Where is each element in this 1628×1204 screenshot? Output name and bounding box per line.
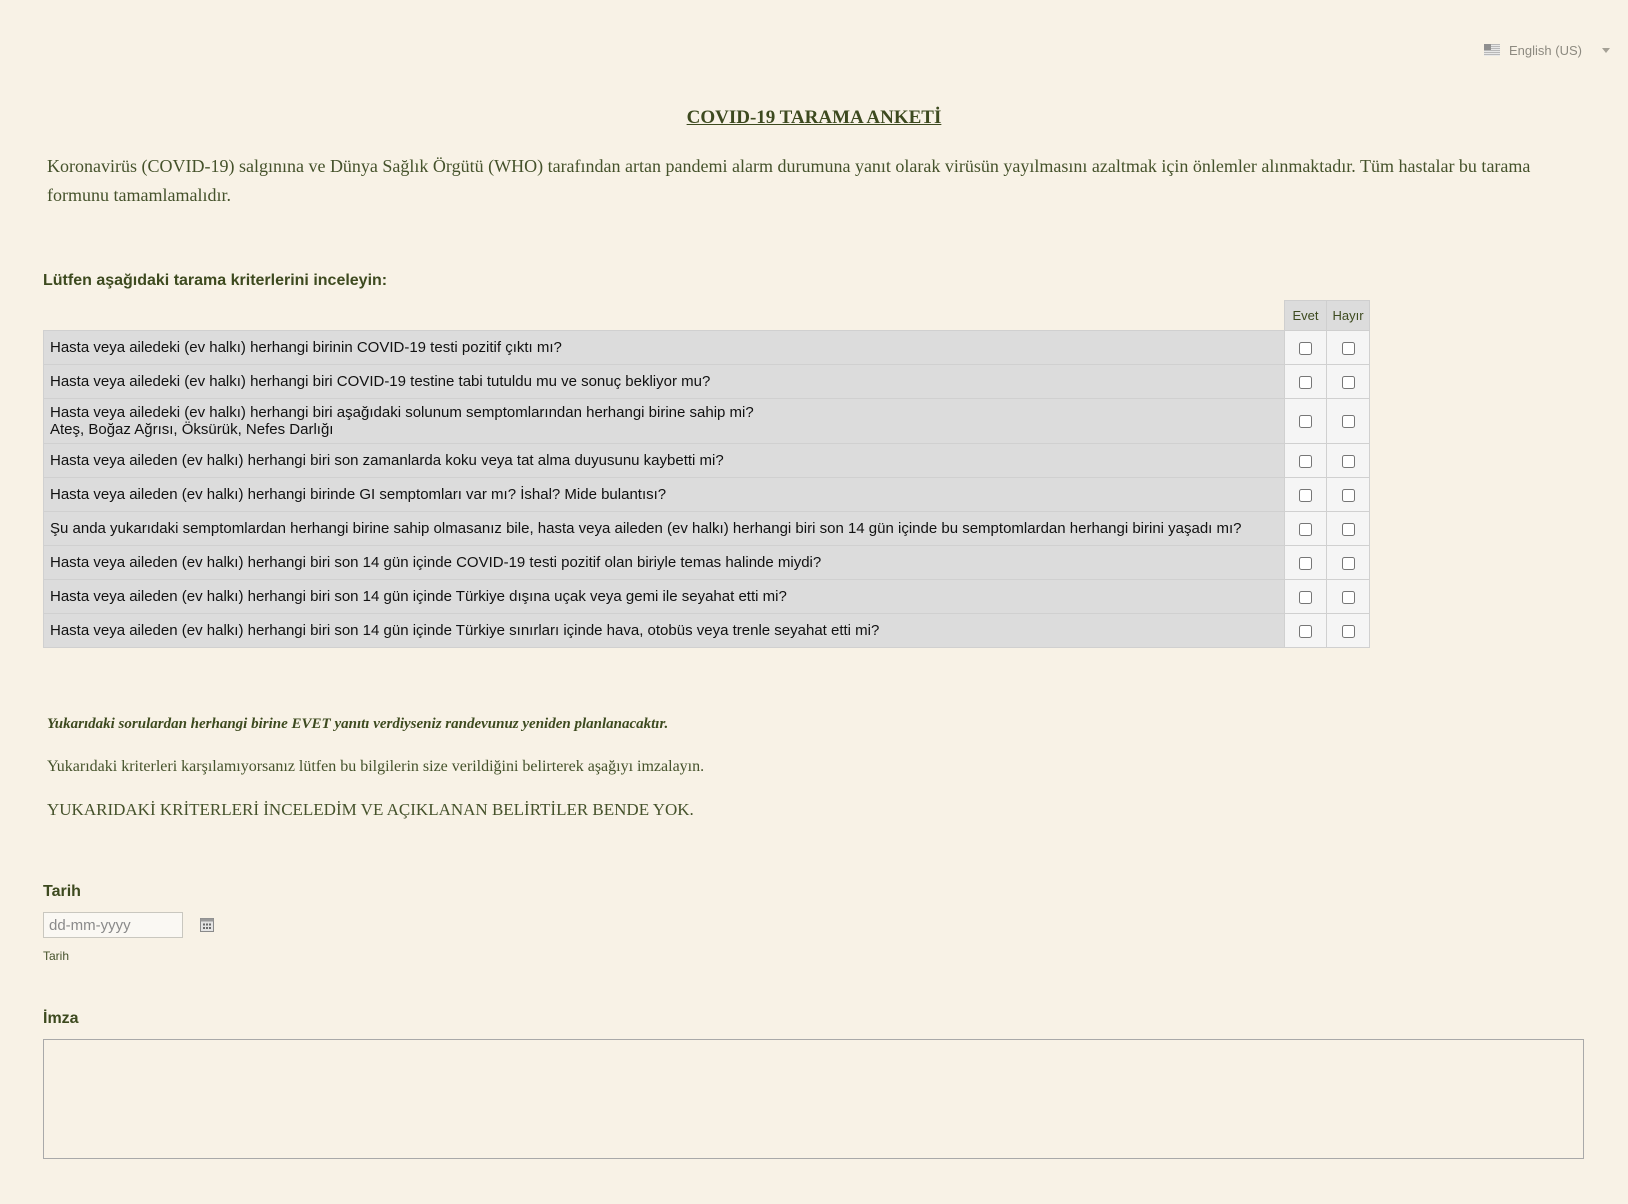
checkbox-hayir[interactable] bbox=[1342, 455, 1355, 468]
question-text: Hasta veya ailedeki (ev halkı) herhangi biri COVID-19 testine tabi tutuldu mu ve sonuç bekliyor mu? bbox=[50, 373, 711, 390]
table-row bbox=[44, 546, 1370, 580]
question-cell bbox=[44, 478, 1285, 512]
answer-cell-hayir bbox=[1327, 331, 1370, 365]
question-text: Hasta veya aileden (ev halkı) herhangi biri son zamanlarda koku veya tat alma duyusunu kaybetti mi? bbox=[50, 452, 724, 469]
column-header-hayir: Hayır bbox=[1327, 301, 1370, 331]
answer-cell-evet bbox=[1285, 331, 1327, 365]
checkbox-evet[interactable] bbox=[1299, 342, 1312, 355]
question-cell bbox=[44, 331, 1285, 365]
question-cell bbox=[44, 399, 1285, 444]
checkbox-evet[interactable] bbox=[1299, 415, 1312, 428]
answer-cell-hayir bbox=[1327, 546, 1370, 580]
table-row bbox=[44, 331, 1370, 365]
checkbox-hayir[interactable] bbox=[1342, 415, 1355, 428]
attestation-statement: YUKARIDAKİ KRİTERLERİ İNCELEDİM VE AÇIKLANAN BELİRTİLER BENDE YOK. bbox=[47, 800, 694, 819]
answer-cell-hayir bbox=[1327, 444, 1370, 478]
checkbox-hayir[interactable] bbox=[1342, 625, 1355, 638]
question-cell bbox=[44, 512, 1285, 546]
answer-cell-hayir bbox=[1327, 399, 1370, 444]
table-row bbox=[44, 512, 1370, 546]
checkbox-hayir[interactable] bbox=[1342, 591, 1355, 604]
signature-label: İmza bbox=[43, 1010, 79, 1027]
screening-matrix bbox=[43, 300, 1370, 648]
checkbox-evet[interactable] bbox=[1299, 625, 1312, 638]
checkbox-evet[interactable] bbox=[1299, 489, 1312, 502]
question-cell bbox=[44, 614, 1285, 648]
us-flag-icon bbox=[1484, 44, 1500, 56]
question-cell bbox=[44, 444, 1285, 478]
question-cell bbox=[44, 580, 1285, 614]
question-text: Hasta veya aileden (ev halkı) herhangi biri son 14 gün içinde COVID-19 testi pozitif olan biriyle temas halinde miydi? bbox=[50, 554, 822, 571]
form-title: COVID-19 TARAMA ANKETİ bbox=[686, 107, 942, 128]
question-text: Hasta veya ailedeki (ev halkı) herhangi birinin COVID-19 testi pozitif çıktı mı? bbox=[50, 339, 562, 356]
reschedule-warning: Yukarıdaki sorulardan herhangi birine EVET yanıtı verdiyseniz randevunuz yeniden planlanacaktır. bbox=[47, 716, 669, 732]
question-text: Hasta veya aileden (ev halkı) herhangi biri son 14 gün içinde Türkiye sınırları içinde hava, otobüs veya trenle seyahat etti mi? bbox=[50, 622, 880, 639]
answer-cell-evet bbox=[1285, 478, 1327, 512]
checkbox-evet[interactable] bbox=[1299, 557, 1312, 570]
answer-cell-hayir bbox=[1327, 614, 1370, 648]
table-row bbox=[44, 614, 1370, 648]
checkbox-hayir[interactable] bbox=[1342, 489, 1355, 502]
question-subtext: Ateş, Boğaz Ağrısı, Öksürük, Nefes Darlığı bbox=[50, 421, 334, 438]
language-selector[interactable] bbox=[1484, 40, 1616, 60]
sign-instructions: Yukarıdaki kriterleri karşılamıyorsanız lütfen bu bilgilerin size verildiğini belirterek aşağıyı imzalayın. bbox=[47, 758, 705, 775]
question-text: Şu anda yukarıdaki semptomlardan herhangi birine sahip olmasanız bile, hasta veya aileden (ev halkı) herhangi biri son 14 gün içinde bu semptomlardan herhangi birini yaşadı mı? bbox=[50, 520, 1242, 537]
answer-cell-hayir bbox=[1327, 365, 1370, 399]
column-header-evet: Evet bbox=[1285, 301, 1327, 331]
checkbox-hayir[interactable] bbox=[1342, 523, 1355, 536]
criteria-heading: Lütfen aşağıdaki tarama kriterlerini inceleyin: bbox=[43, 272, 388, 289]
checkbox-hayir[interactable] bbox=[1342, 376, 1355, 389]
question-text: Hasta veya aileden (ev halkı) herhangi birinde GI semptomları var mı? İshal? Mide bulantısı? bbox=[50, 486, 667, 503]
matrix-header-row bbox=[44, 301, 1370, 331]
answer-cell-hayir bbox=[1327, 580, 1370, 614]
answer-cell-hayir bbox=[1327, 512, 1370, 546]
checkbox-hayir[interactable] bbox=[1342, 557, 1355, 570]
table-row bbox=[44, 478, 1370, 512]
date-sublabel: Tarih bbox=[43, 949, 70, 963]
answer-cell-evet bbox=[1285, 365, 1327, 399]
language-label: English (US) bbox=[1509, 42, 1582, 58]
date-label: Tarih bbox=[43, 883, 81, 900]
table-row bbox=[44, 365, 1370, 399]
question-cell bbox=[44, 546, 1285, 580]
table-row bbox=[44, 580, 1370, 614]
answer-cell-evet bbox=[1285, 580, 1327, 614]
answer-cell-evet bbox=[1285, 546, 1327, 580]
table-row bbox=[44, 399, 1370, 444]
checkbox-evet[interactable] bbox=[1299, 455, 1312, 468]
answer-cell-evet bbox=[1285, 444, 1327, 478]
question-text: Hasta veya ailedeki (ev halkı) herhangi biri aşağıdaki solunum semptomlarından herhangi birine sahip mi? bbox=[50, 404, 754, 421]
checkbox-hayir[interactable] bbox=[1342, 342, 1355, 355]
date-input[interactable] bbox=[43, 912, 183, 938]
answer-cell-hayir bbox=[1327, 478, 1370, 512]
question-text: Hasta veya aileden (ev halkı) herhangi biri son 14 gün içinde Türkiye dışına uçak veya gemi ile seyahat etti mi? bbox=[50, 588, 787, 605]
question-cell bbox=[44, 365, 1285, 399]
calendar-icon[interactable] bbox=[200, 918, 214, 932]
checkbox-evet[interactable] bbox=[1299, 591, 1312, 604]
answer-cell-evet bbox=[1285, 512, 1327, 546]
answer-cell-evet bbox=[1285, 614, 1327, 648]
answer-cell-evet bbox=[1285, 399, 1327, 444]
intro-paragraph: Koronavirüs (COVID-19) salgınına ve Dünya Sağlık Örgütü (WHO) tarafından artan pandemi alarm durumuna yanıt olarak virüsün yayılmasını azaltmak için önlemler alınmaktadır. Tüm hastalar bu tarama formunu tamamlamalıdır. bbox=[47, 156, 1531, 205]
signature-pad[interactable] bbox=[43, 1039, 1584, 1159]
checkbox-evet[interactable] bbox=[1299, 523, 1312, 536]
matrix-header-blank bbox=[44, 301, 1285, 331]
chevron-down-icon bbox=[1602, 48, 1610, 53]
table-row bbox=[44, 444, 1370, 478]
checkbox-evet[interactable] bbox=[1299, 376, 1312, 389]
